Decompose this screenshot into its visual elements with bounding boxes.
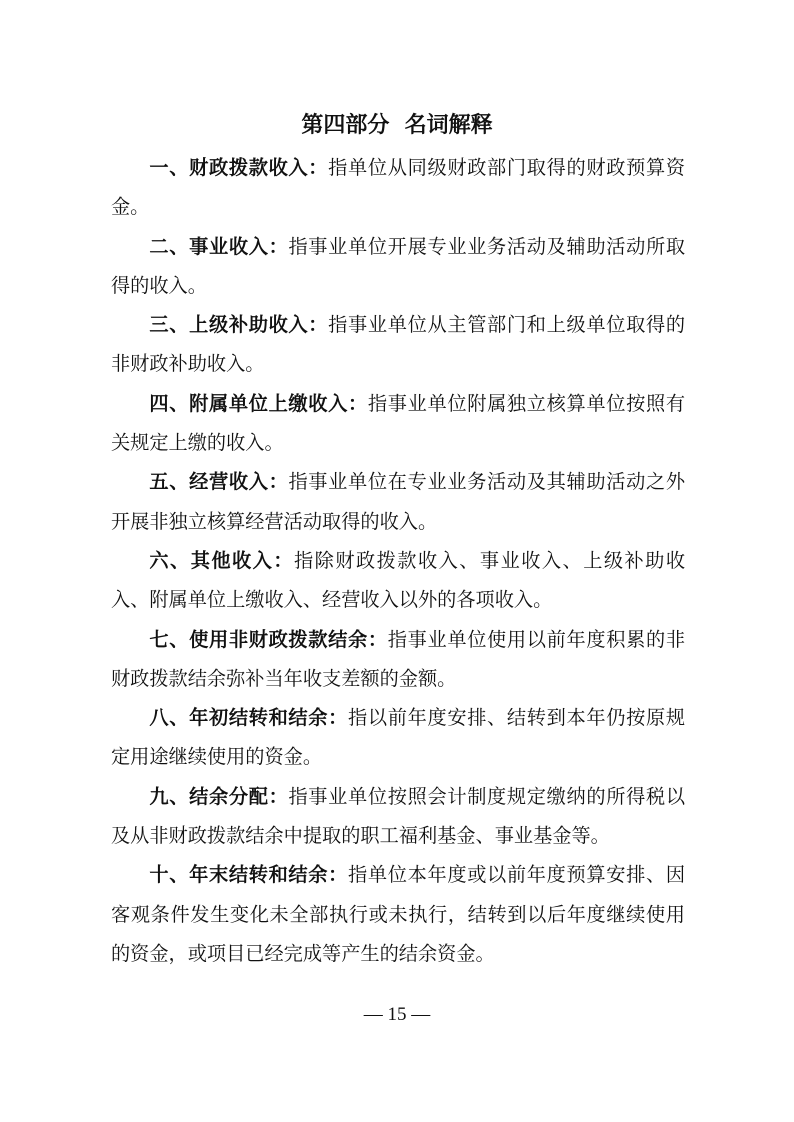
term-name: 九、结余分配： bbox=[149, 784, 289, 808]
term-item bbox=[111, 855, 685, 973]
term-name: 五、经营收入： bbox=[149, 470, 289, 494]
term-definition: 指以前年度安排、结转到本年仍按原规定用途继续使用的资金。 bbox=[111, 706, 686, 769]
term-name: 八、年初结转和结余： bbox=[149, 706, 349, 730]
term-item bbox=[111, 777, 685, 856]
term-name: 十、年末结转和结余： bbox=[149, 863, 349, 887]
term-definition: 指单位本年度或以前年度预算安排、因客观条件发生变化未全部执行或未执行，结转到以后年度继续使用的资金，或项目已经完成等产生的结余资金。 bbox=[111, 863, 686, 965]
term-item bbox=[111, 541, 685, 620]
term-definition: 指事业单位按照会计制度规定缴纳的所得税以及从非财政拨款结余中提取的职工福利基金、事业基金等。 bbox=[111, 784, 686, 848]
term-definition: 指事业单位开展专业业务活动及辅助活动所取得的收入。 bbox=[111, 234, 686, 297]
term-item bbox=[111, 227, 685, 306]
term-name: 三、上级补助收入： bbox=[149, 313, 329, 337]
term-name: 二、事业收入： bbox=[149, 234, 289, 258]
page-number: — 15 — bbox=[363, 1004, 431, 1025]
term-item bbox=[111, 698, 685, 777]
term-item bbox=[111, 384, 685, 463]
term-name: 六、其他收入： bbox=[149, 548, 294, 572]
term-item bbox=[111, 620, 685, 699]
page-title: 第四部分 名词解释 bbox=[301, 113, 493, 138]
term-name: 四、附属单位上缴收入： bbox=[149, 391, 368, 415]
term-definition: 指单位从同级财政部门取得的财政预算资金。 bbox=[111, 156, 686, 219]
term-item bbox=[111, 462, 685, 541]
term-name: 七、使用非财政拨款结余： bbox=[149, 627, 388, 651]
term-definition: 指事业单位使用以前年度积累的非财政拨款结余弥补当年收支差额的金额。 bbox=[111, 627, 686, 690]
term-list bbox=[111, 148, 685, 973]
term-definition: 指事业单位在专业业务活动及其辅助活动之外开展非独立核算经营活动取得的收入。 bbox=[111, 470, 686, 533]
term-definition: 指事业单位从主管部门和上级单位取得的非财政补助收入。 bbox=[111, 313, 686, 376]
term-definition: 指事业单位附属独立核算单位按照有关规定上缴的收入。 bbox=[111, 391, 686, 455]
term-definition: 指除财政拨款收入、事业收入、上级补助收入、附属单位上缴收入、经营收入以外的各项收入。 bbox=[111, 548, 686, 612]
term-name: 一、财政拨款收入： bbox=[149, 156, 329, 179]
term-item bbox=[111, 305, 685, 384]
term-item bbox=[111, 148, 685, 227]
